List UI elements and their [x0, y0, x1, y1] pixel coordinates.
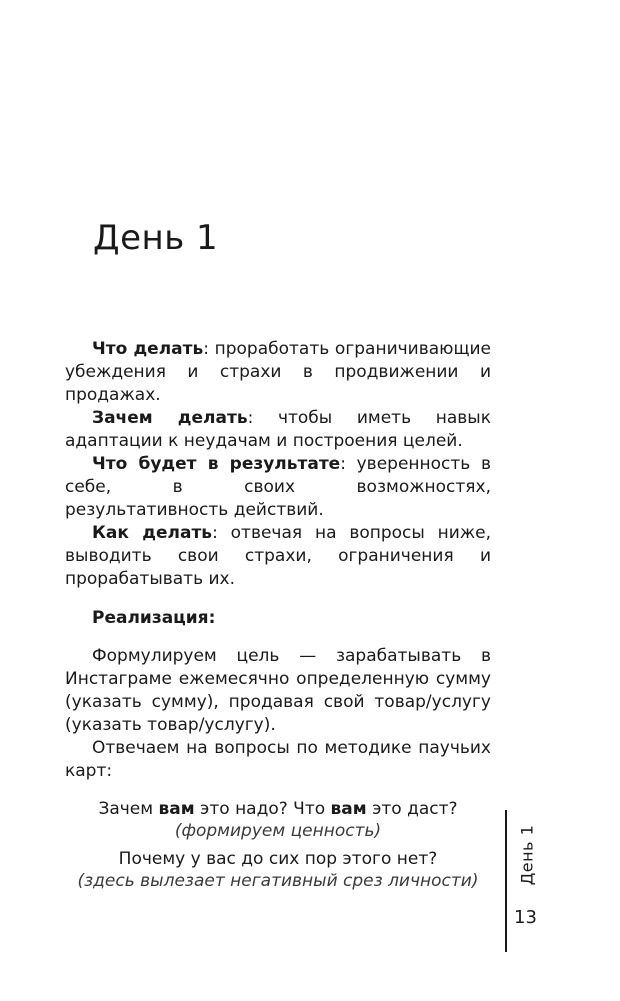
question-block-negative	[65, 848, 491, 892]
why-text: : чтобы иметь навык адаптации к неудачам и построения целей.	[65, 408, 491, 451]
page-title: День 1	[93, 218, 219, 258]
question-why-not-hint: (здесь вылезает негативный срез личности)	[77, 871, 479, 891]
what-to-do-text: : проработать ограничивающие убеждения и страхи в продвижении и продажах.	[65, 339, 491, 405]
task-description	[65, 338, 491, 591]
goal-paragraph: Формулируем цель — зарабатывать в Инстаграме ежемесячно определенную сумму (указать сумму), продавая свой товар/услугу (указать товар/услугу).	[65, 646, 491, 735]
why-paragraph	[65, 407, 491, 453]
result-text: : уверенность в себе, в своих возможностях, результативность действий.	[65, 454, 491, 520]
result-label: Что будет в результате	[92, 454, 341, 474]
what-to-do-label: Что делать	[92, 339, 204, 359]
how-label: Как делать	[92, 523, 213, 543]
question-why-not: Почему у вас до сих пор этого нет?	[118, 849, 438, 869]
method-paragraph: Отвечаем на вопросы по методике паучьих карт:	[65, 738, 491, 781]
question-block-value	[65, 798, 491, 842]
implementation-text	[65, 645, 491, 783]
how-text: : отвечая на вопросы ниже, выводить свои страхи, ограничения и прорабатывать их.	[65, 523, 492, 589]
question-why-emphasis: вам	[330, 799, 367, 819]
what-to-do-paragraph	[65, 338, 491, 407]
why-label: Зачем делать	[92, 408, 248, 428]
page-number: 13	[514, 907, 537, 928]
question-why-hint: (формируем ценность)	[174, 821, 382, 841]
question-why	[65, 798, 491, 820]
running-header: День 1	[517, 824, 537, 886]
question-why-part: это даст?	[366, 799, 458, 819]
question-why-part: это надо? Что	[194, 799, 331, 819]
question-why-part: Зачем	[98, 799, 159, 819]
margin-divider	[505, 810, 507, 952]
result-paragraph	[65, 453, 491, 522]
section-heading: Реализация:	[92, 608, 216, 628]
how-paragraph	[65, 522, 491, 591]
question-why-emphasis: вам	[158, 799, 195, 819]
